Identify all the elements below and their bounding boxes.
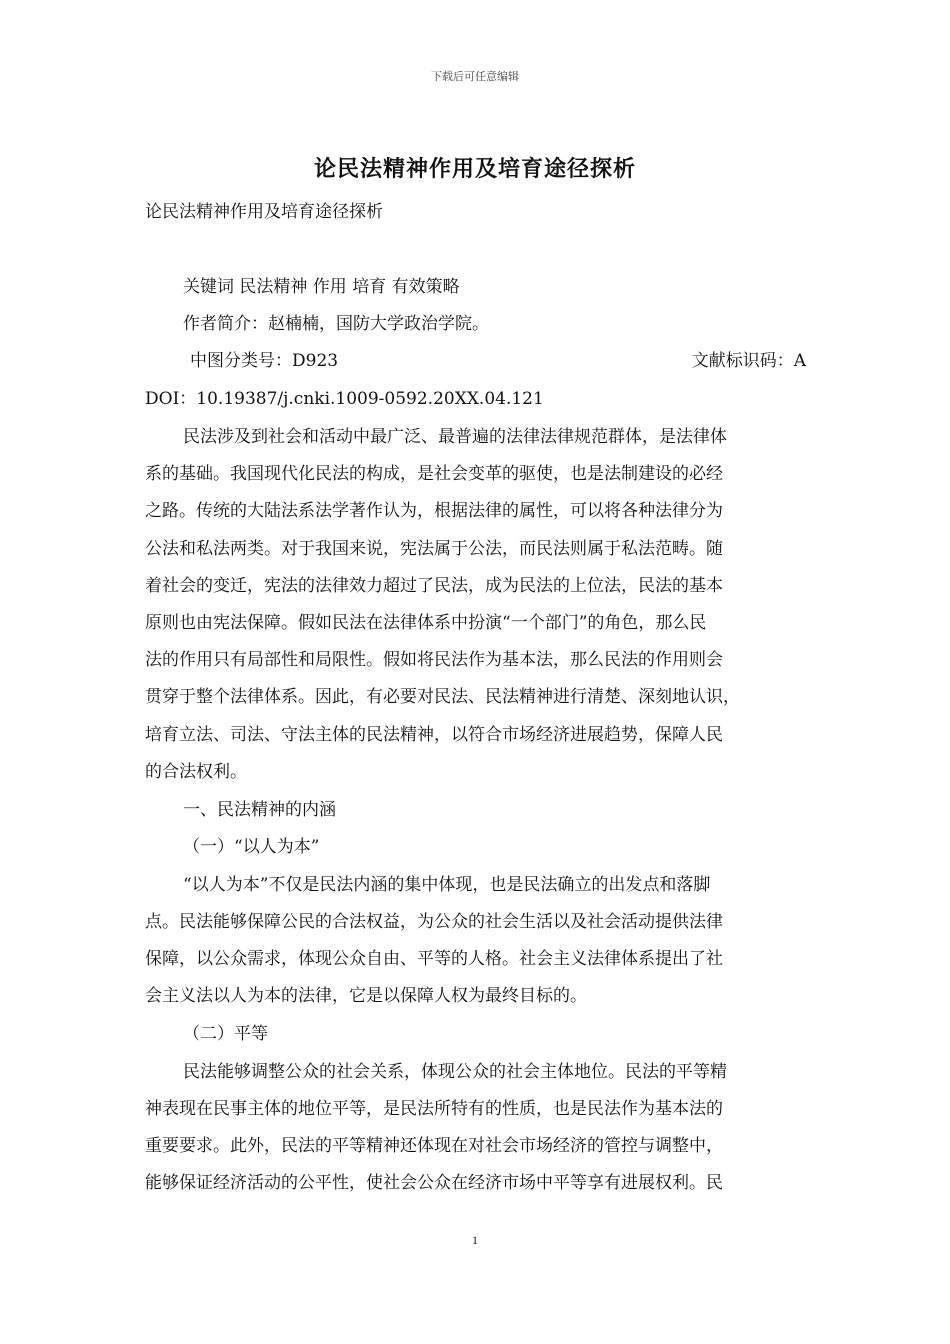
subsection-heading: （二）平等 (183, 1024, 268, 1044)
classification-row (190, 350, 806, 372)
classification-code: 中图分类号：D923 (190, 351, 339, 371)
para3-line: 重要要求。此外，民法的平等精神还体现在对社会市场经济的管控与调整中， (145, 1136, 723, 1156)
subtitle: 论民法精神作用及培育途径探析 (145, 202, 383, 222)
page-number: 1 (472, 1233, 478, 1247)
para3-line: 能够保证经济活动的公平性，使社会公众在经济市场中平等享有进展权利。民 (145, 1173, 723, 1193)
para3-line: 神表现在民事主体的地位平等，是民法所特有的性质，也是民法作为基本法的 (145, 1099, 723, 1119)
header-note: 下载后可任意编辑 (431, 70, 519, 83)
document-title: 论民法精神作用及培育途径探析 (313, 157, 636, 182)
para2-line: 保障，以公众需求，体现公众自由、平等的人格。社会主义法律体系提出了社 (145, 949, 723, 969)
para1-line: 公法和私法两类。对于我国来说，宪法属于公法，而民法则属于私法范畴。随 (145, 539, 723, 559)
para1-line: 贯穿于整个法律体系。因此，有必要对民法、民法精神进行清楚、深刻地认识， (145, 687, 740, 707)
para1-line: 之路。传统的大陆法系法学著作认为，根据法律的属性，可以将各种法律分为 (145, 501, 723, 521)
para1-line: 着社会的变迁，宪法的法律效力超过了民法，成为民法的上位法，民法的基本 (145, 576, 723, 596)
para2-line: “以人为本”不仅是民法内涵的集中体现，也是民法确立的出发点和落脚 (183, 875, 711, 895)
para1-line: 系的基础。我国现代化民法的构成，是社会变革的驱使，也是法制建设的必经 (145, 464, 723, 484)
doi: DOI：10.19387/j.cnki.1009-0592.20XX.04.121 (145, 389, 544, 409)
para2-line: 会主义法以人为本的法律，它是以保障人权为最终目标的。 (145, 986, 587, 1006)
author-info: 作者简介：赵楠楠，国防大学政治学院。 (183, 314, 489, 334)
para1-line: 原则也由宪法保障。假如民法在法律体系中扮演“一个部门”的角色，那么民 (145, 613, 707, 633)
document-code: 文献标识码：A (691, 351, 806, 371)
para1-line: 培育立法、司法、守法主体的民法精神，以符合市场经济进展趋势，保障人民 (145, 725, 723, 745)
section-heading: 一、民法精神的内涵 (183, 800, 336, 820)
para1-line: 民法涉及到社会和活动中最广泛、最普遍的法律法律规范群体，是法律体 (183, 427, 727, 447)
para2-line: 点。民法能够保障公民的合法权益，为公众的社会生活以及社会活动提供法律 (145, 912, 723, 932)
para3-line: 民法能够调整公众的社会关系，体现公众的社会主体地位。民法的平等精 (183, 1062, 727, 1082)
subsection-heading: （一）“以人为本” (183, 837, 320, 857)
para1-line: 法的作用只有局部性和局限性。假如将民法作为基本法，那么民法的作用则会 (145, 650, 723, 670)
keywords: 关键词 民法精神 作用 培育 有效策略 (183, 277, 460, 297)
para1-line: 的合法权利。 (145, 762, 247, 782)
